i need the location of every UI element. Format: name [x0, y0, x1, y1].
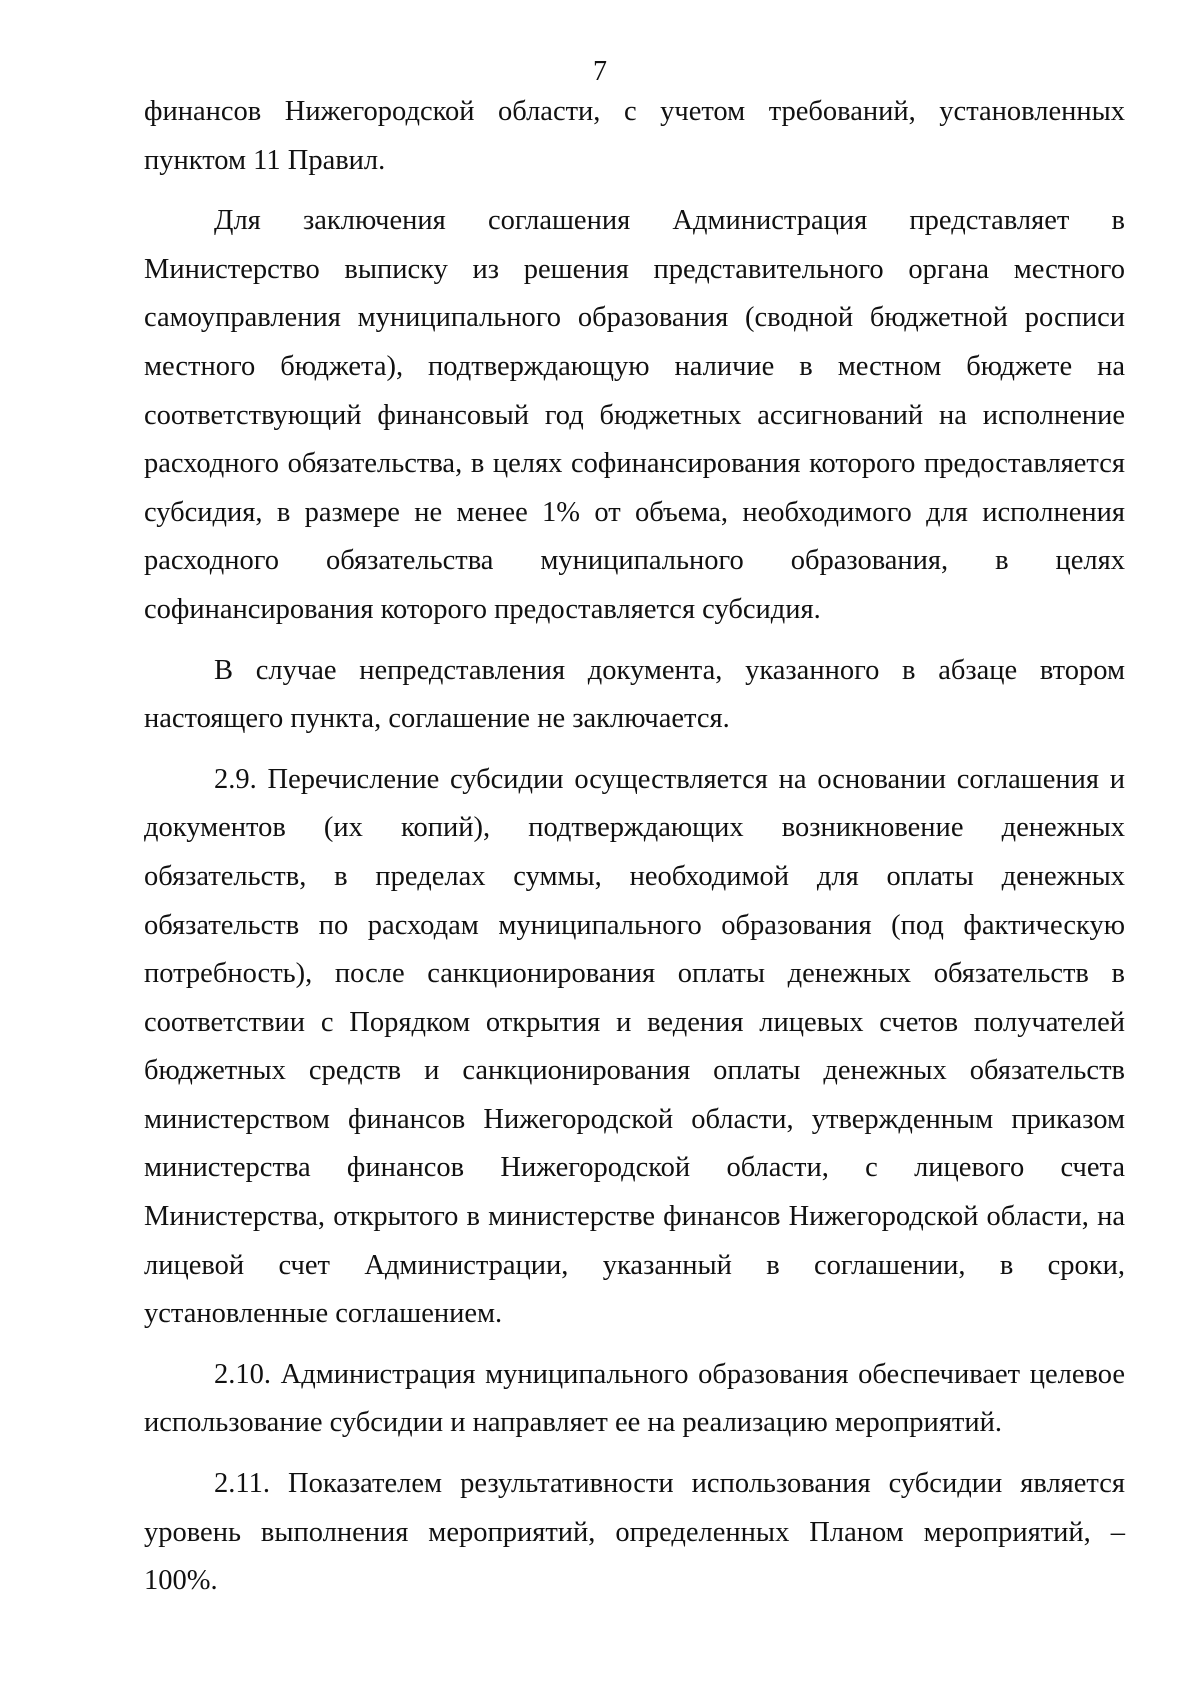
paragraph-2-9-transfer: 2.9. Перечисление субсидии осуществляется на основании соглашения и документов (их копий), подтверждающих возникновение денежных обязательств, в пределах суммы, необходимой для оплаты денежных обязательств по расходам муниципального образования (под фактическую потребность), после санкционирования оплаты денежных обязательств в соответствии с Порядком открытия и ведения лицевых счетов получателей бюджетных средств и санкционирования оплаты денежных обязательств министерством финансов Нижегородской области, утвержденным приказом министерства финансов Нижегородской области, с лицевого счета Министерства, открытого в министерстве финансов Нижегородской области, на лицевой счет Администрации, указанный в соглашении, в сроки, установленные соглашением. [144, 763, 1125, 1330]
page-number: 7 [593, 56, 607, 87]
paragraph-2-10-target-use: 2.10. Администрация муниципального образования обеспечивает целевое использование субсидии и направляет ее на реализацию мероприятий. [144, 1358, 1125, 1439]
document-body [144, 88, 1125, 1618]
paragraph-2-11-performance: 2.11. Показателем результативности использования субсидии является уровень выполнения мероприятий, определенных Планом мероприятий, – 100%. [144, 1468, 1125, 1597]
paragraph-agreement-conditions: Для заключения соглашения Администрация представляет в Министерство выписку из решения представительного органа местного самоуправления муниципального образования (сводной бюджетной росписи местного бюджета), подтверждающую наличие в местном бюджете на соответствующий финансовый год бюджетных ассигнований на исполнение расходного обязательства, в целях софинансирования которого предоставляется субсидия, в размере не менее 1% от объема, необходимого для исполнения расходного обязательства муниципального образования, в целях софинансирования которого предоставляется субсидия. [144, 205, 1125, 625]
paragraph-continuation: финансов Нижегородской области, с учетом требований, установленных пунктом 11 Правил. [144, 96, 1125, 176]
paragraph-non-submission: В случае непредставления документа, указанного в абзаце втором настоящего пункта, соглашение не заключается. [144, 654, 1125, 735]
